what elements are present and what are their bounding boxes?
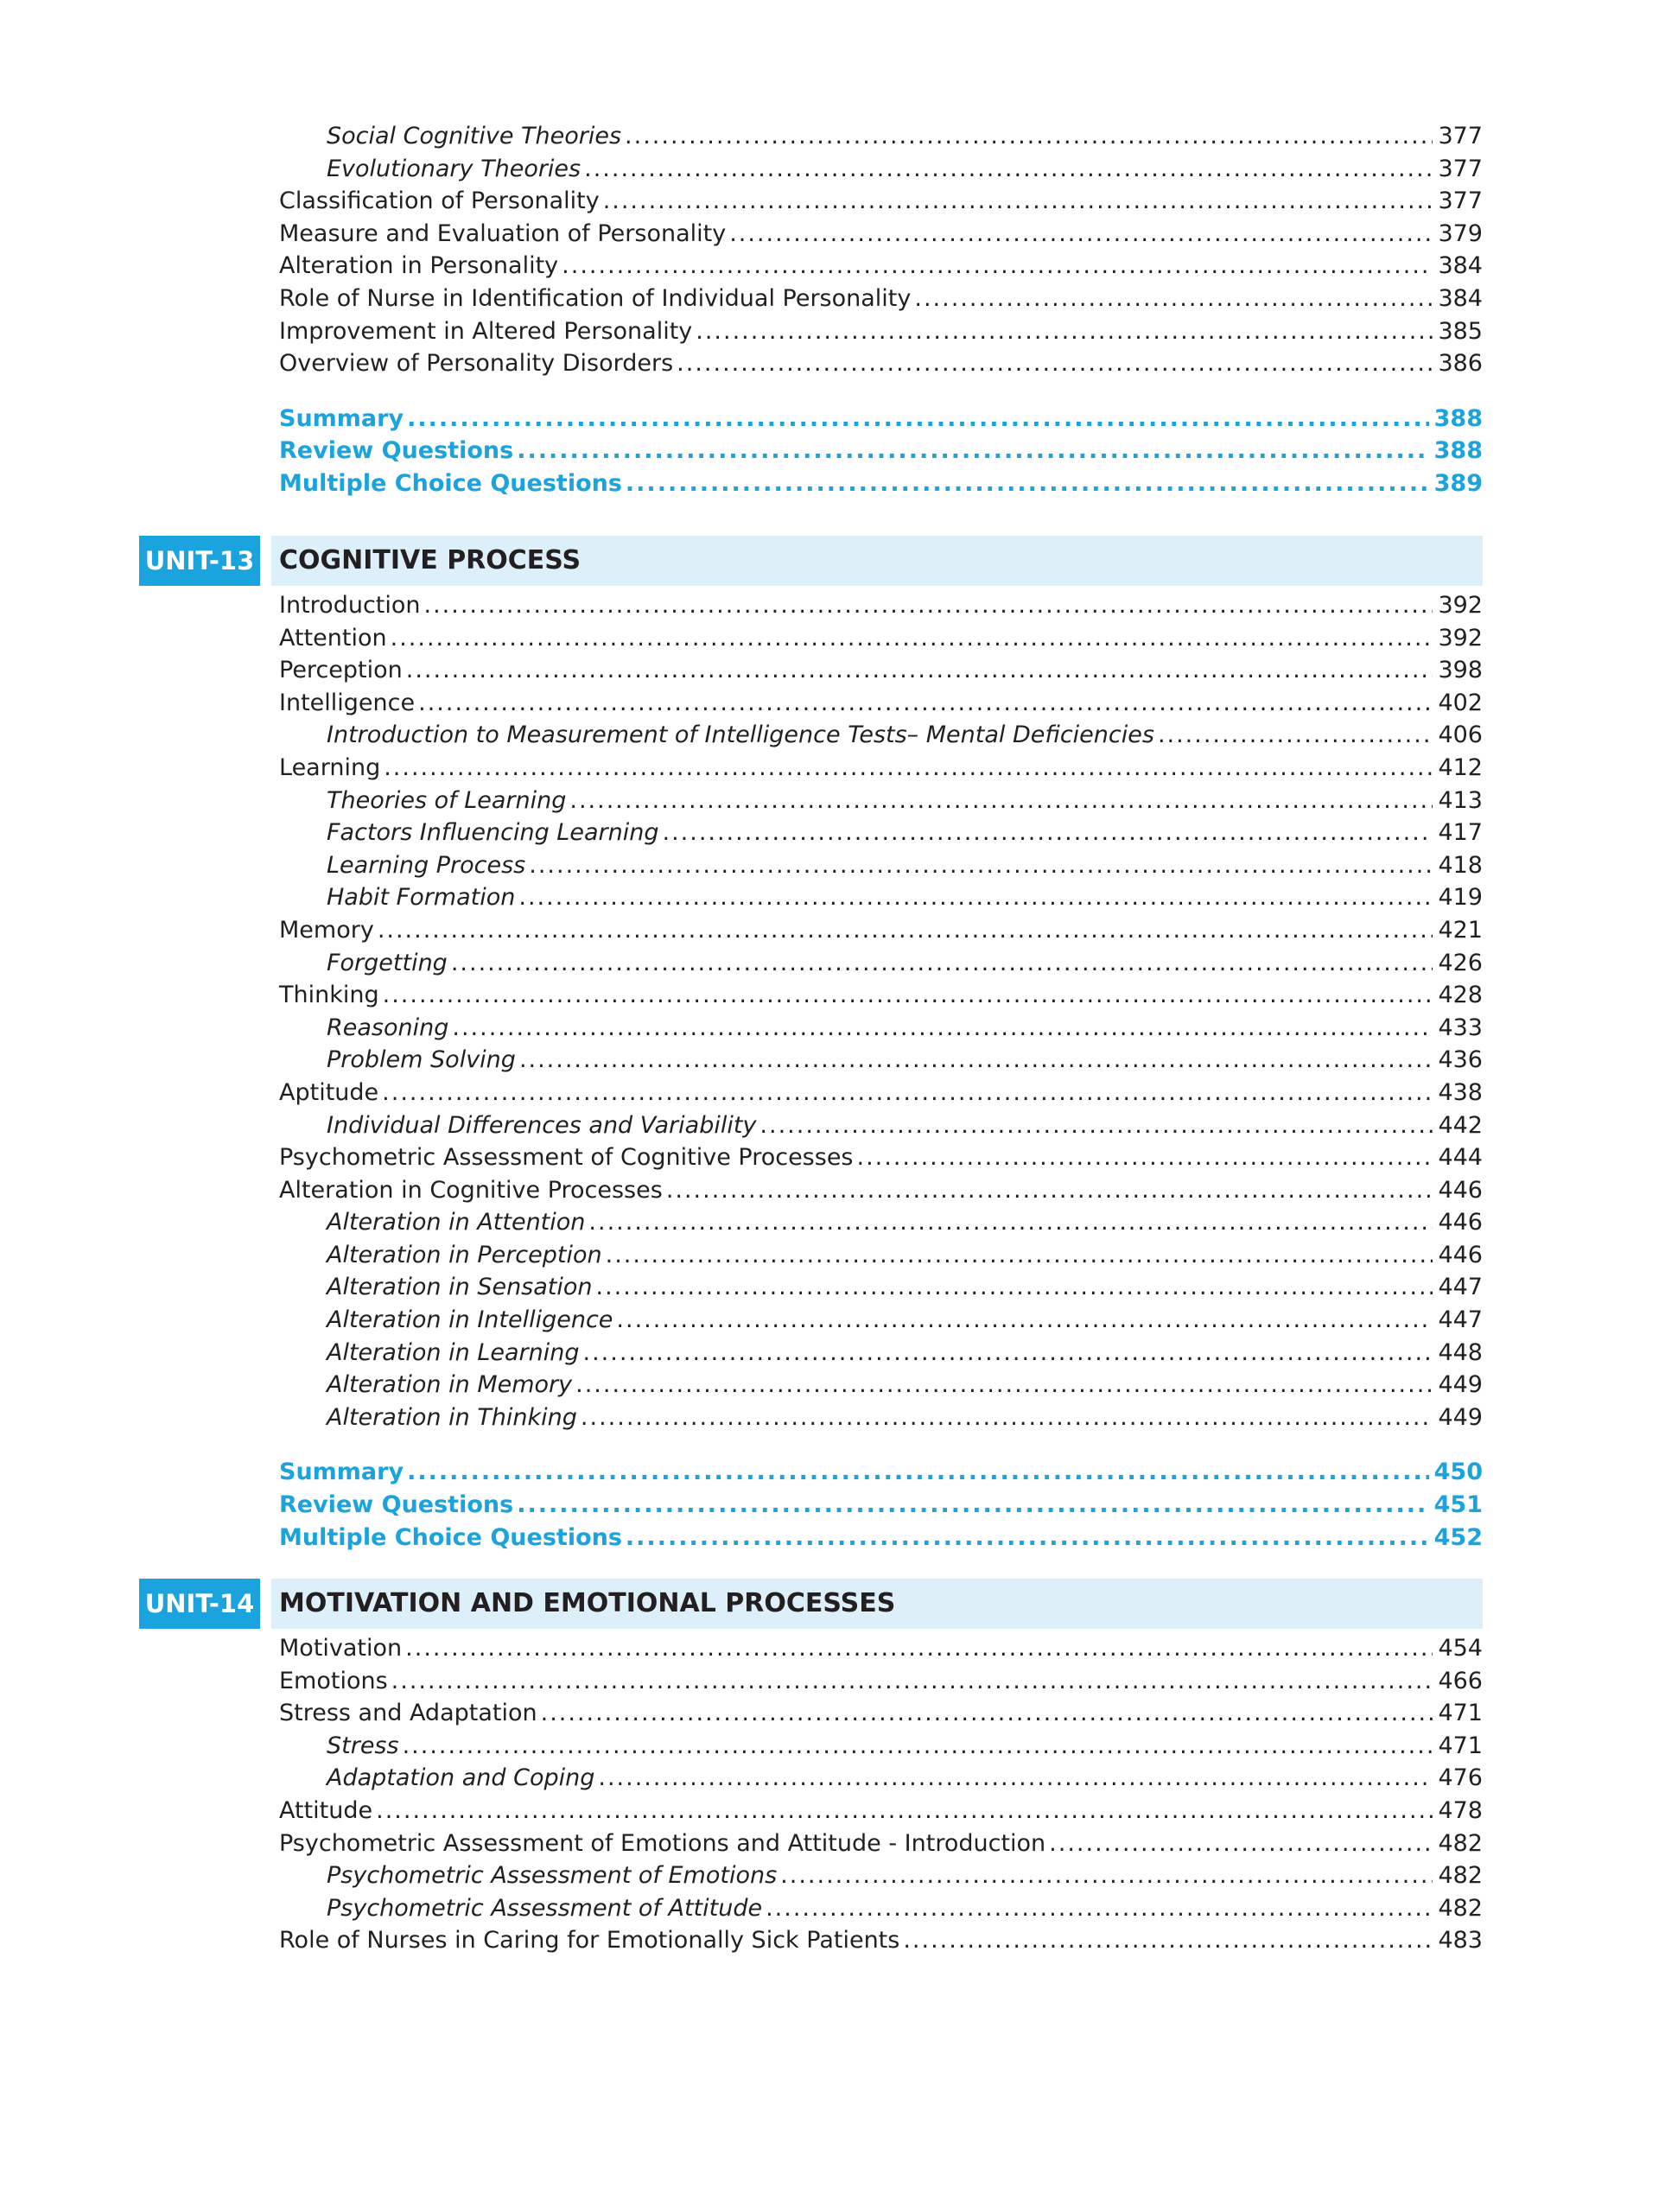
toc-entry[interactable]	[279, 1012, 1483, 1045]
toc-entry[interactable]	[279, 1402, 1483, 1434]
dot-leader	[582, 1337, 1433, 1370]
dot-leader	[452, 1012, 1433, 1045]
entry-title: Alteration in Memory	[327, 1371, 573, 1399]
entry-list	[279, 1632, 1483, 1957]
toc-entry[interactable]	[279, 817, 1483, 849]
entry-page-number: 447	[1438, 1306, 1483, 1334]
entry-page-number: 377	[1438, 123, 1483, 149]
toc-entry[interactable]	[279, 914, 1483, 947]
entry-title: Alteration in Cognitive Processes	[279, 1176, 663, 1204]
entry-title: Summary	[279, 404, 404, 432]
entry-page-number: 483	[1438, 1927, 1483, 1955]
entry-page-number: 419	[1438, 884, 1483, 912]
toc-closing-entry[interactable]	[279, 1489, 1483, 1522]
dot-leader	[517, 435, 1428, 467]
entry-title: Intelligence	[279, 689, 416, 716]
toc-entry[interactable]	[279, 1795, 1483, 1827]
entry-page-number: 406	[1438, 721, 1483, 749]
dot-leader	[382, 1077, 1433, 1109]
unit-badge: UNIT-13	[139, 536, 260, 586]
entry-page-number: 377	[1438, 155, 1483, 182]
entry-page-number: 482	[1438, 1894, 1483, 1922]
dot-leader	[562, 250, 1433, 283]
dot-leader	[626, 1522, 1429, 1554]
toc-entry[interactable]	[279, 1369, 1483, 1402]
entry-page-number: 377	[1438, 188, 1483, 215]
toc-closing-entry[interactable]	[279, 467, 1483, 500]
entry-page-number: 413	[1438, 786, 1483, 814]
toc-entry[interactable]	[279, 1206, 1483, 1239]
entry-title: Alteration in Attention	[327, 1209, 586, 1236]
toc-entry[interactable]	[279, 315, 1483, 348]
entry-title: Social Cognitive Theories	[327, 123, 622, 149]
toc-entry[interactable]	[279, 979, 1483, 1012]
dot-leader	[696, 315, 1433, 348]
dot-leader	[603, 185, 1433, 218]
toc-entry[interactable]	[279, 1337, 1483, 1370]
toc-entry[interactable]	[279, 1174, 1483, 1207]
entry-title: Alteration in Thinking	[327, 1403, 577, 1431]
entry-title: Attention	[279, 624, 387, 652]
dot-leader	[391, 1665, 1433, 1698]
entry-page-number: 392	[1438, 592, 1483, 619]
entry-page-number: 392	[1438, 624, 1483, 652]
toc-entry[interactable]	[279, 185, 1483, 218]
dot-leader	[598, 1762, 1433, 1795]
dot-leader	[383, 979, 1433, 1012]
entry-title: Alteration in Intelligence	[327, 1306, 613, 1334]
entry-page-number: 385	[1438, 317, 1483, 345]
toc-entry[interactable]	[279, 120, 1483, 153]
entry-title: Forgetting	[327, 949, 448, 976]
toc-closing-entry[interactable]	[279, 1456, 1483, 1489]
entry-page-number: 389	[1433, 469, 1483, 497]
entry-page-number: 386	[1438, 350, 1483, 378]
toc-entry[interactable]	[279, 1304, 1483, 1337]
entry-page-number: 449	[1438, 1371, 1483, 1399]
entry-title: Role of Nurse in Identification of Individual Personality	[279, 284, 912, 312]
dot-leader	[517, 1489, 1428, 1522]
dot-leader	[677, 347, 1433, 380]
dot-leader	[405, 1632, 1433, 1665]
entry-title: Alteration in Perception	[327, 1241, 602, 1268]
toc-block-unit-13	[279, 589, 1483, 1554]
dot-leader	[780, 1859, 1433, 1892]
entry-list	[279, 589, 1483, 1433]
entry-title: Attitude	[279, 1796, 373, 1824]
toc-entry[interactable]	[279, 1924, 1483, 1957]
entry-page-number: 444	[1438, 1144, 1483, 1172]
entry-page-number: 452	[1433, 1523, 1483, 1551]
entry-page-number: 426	[1438, 949, 1483, 976]
entry-page-number: 388	[1433, 437, 1483, 465]
dot-leader	[625, 120, 1433, 153]
unit-13-header	[139, 536, 1483, 586]
dot-leader	[529, 849, 1433, 882]
entry-page-number: 471	[1438, 1700, 1483, 1727]
toc-entry[interactable]	[279, 1665, 1483, 1698]
dot-leader	[407, 1456, 1429, 1489]
entry-page-number: 446	[1438, 1176, 1483, 1204]
toc-entry[interactable]	[279, 250, 1483, 283]
entry-title: Individual Differences and Variability	[327, 1111, 757, 1139]
toc-entry[interactable]	[279, 947, 1483, 980]
toc-entry[interactable]	[279, 1109, 1483, 1142]
entry-title: Alteration in Personality	[279, 252, 559, 280]
entry-page-number: 412	[1438, 753, 1483, 781]
dot-leader	[541, 1697, 1433, 1730]
entry-page-number: 384	[1438, 284, 1483, 312]
dot-leader	[378, 914, 1433, 947]
dot-leader	[406, 654, 1433, 687]
dot-leader	[384, 752, 1433, 785]
unit-title: MOTIVATION AND EMOTIONAL PROCESSES	[279, 1588, 896, 1618]
entry-page-number: 442	[1438, 1111, 1483, 1139]
toc-entry[interactable]	[279, 1730, 1483, 1763]
entry-title: Classification of Personality	[279, 188, 600, 215]
toc-entry[interactable]	[279, 1762, 1483, 1795]
entry-title: Learning	[279, 753, 381, 781]
entry-title: Emotions	[279, 1667, 388, 1694]
entry-page-number: 478	[1438, 1796, 1483, 1824]
dot-leader	[857, 1141, 1433, 1174]
dot-leader	[581, 1402, 1433, 1434]
entry-title: Psychometric Assessment of Attitude	[327, 1894, 763, 1922]
unit-title: COGNITIVE PROCESS	[279, 545, 581, 575]
unit-title-bar	[271, 1579, 1483, 1629]
entry-title: Stress	[327, 1732, 399, 1759]
toc-entry[interactable]	[279, 153, 1483, 186]
entry-title: Role of Nurses in Caring for Emotionally Sick Patients	[279, 1927, 900, 1955]
entry-title: Reasoning	[327, 1014, 449, 1041]
entry-title: Adaptation and Coping	[327, 1764, 595, 1792]
dot-leader	[903, 1924, 1433, 1957]
toc-entry[interactable]	[279, 687, 1483, 720]
entry-page-number: 482	[1438, 1829, 1483, 1857]
toc-entry[interactable]	[279, 752, 1483, 785]
dot-leader	[914, 283, 1433, 315]
entry-title: Habit Formation	[327, 884, 516, 912]
toc-entry[interactable]	[279, 589, 1483, 622]
entry-page-number: 448	[1438, 1338, 1483, 1366]
entry-title: Improvement in Altered Personality	[279, 317, 693, 345]
dot-leader	[424, 589, 1433, 622]
entry-page-number: 438	[1438, 1078, 1483, 1106]
closing-list	[279, 1456, 1483, 1554]
closing-list	[279, 403, 1483, 500]
entry-page-number: 428	[1438, 982, 1483, 1009]
toc-entry[interactable]	[279, 654, 1483, 687]
entry-page-number: 447	[1438, 1274, 1483, 1301]
entry-title: Problem Solving	[327, 1046, 516, 1074]
dot-leader	[584, 153, 1433, 186]
toc-entry[interactable]	[279, 622, 1483, 655]
toc-closing-entry[interactable]	[279, 1522, 1483, 1554]
toc-entry[interactable]	[279, 849, 1483, 882]
dot-leader	[451, 947, 1433, 980]
entry-title: Psychometric Assessment of Emotions and Attitude - Introduction	[279, 1829, 1046, 1857]
toc-block-unit-14	[279, 1632, 1483, 1957]
entry-page-number: 398	[1438, 657, 1483, 684]
dot-leader	[376, 1795, 1433, 1827]
dot-leader	[518, 881, 1433, 914]
toc-entry[interactable]	[279, 1827, 1483, 1860]
dot-leader	[666, 1174, 1433, 1207]
toc-entry[interactable]	[279, 283, 1483, 315]
toc-closing-entry[interactable]	[279, 403, 1483, 435]
dot-leader	[662, 817, 1433, 849]
toc-entry[interactable]	[279, 347, 1483, 380]
entry-title: Learning Process	[327, 851, 526, 879]
entry-title: Review Questions	[279, 437, 514, 465]
unit-badge: UNIT-14	[139, 1579, 260, 1629]
entry-title: Evolutionary Theories	[327, 155, 581, 182]
toc-entry[interactable]	[279, 1632, 1483, 1665]
dot-leader	[1049, 1827, 1433, 1860]
entry-page-number: 446	[1438, 1209, 1483, 1236]
entry-title: Alteration in Learning	[327, 1338, 580, 1366]
entry-title: Factors Influencing Learning	[327, 819, 659, 847]
entry-page-number: 417	[1438, 819, 1483, 847]
toc-entry[interactable]	[279, 1141, 1483, 1174]
entry-page-number: 451	[1433, 1491, 1483, 1519]
entry-title: Memory	[279, 916, 374, 944]
entry-title: Overview of Personality Disorders	[279, 350, 674, 378]
toc-block-continuation	[279, 120, 1483, 500]
entry-page-number: 482	[1438, 1862, 1483, 1890]
entry-page-number: 454	[1438, 1635, 1483, 1662]
entry-title: Review Questions	[279, 1491, 514, 1519]
toc-entry[interactable]	[279, 218, 1483, 251]
dot-leader	[403, 1730, 1433, 1763]
dot-leader	[569, 785, 1433, 817]
toc-entry[interactable]	[279, 1859, 1483, 1892]
toc-entry[interactable]	[279, 719, 1483, 752]
toc-entry[interactable]	[279, 1239, 1483, 1272]
entry-page-number: 379	[1438, 219, 1483, 247]
entry-title: Stress and Adaptation	[279, 1700, 537, 1727]
entry-title: Psychometric Assessment of Cognitive Processes	[279, 1144, 854, 1172]
entry-title: Multiple Choice Questions	[279, 1523, 622, 1551]
toc-closing-entry[interactable]	[279, 435, 1483, 467]
dot-leader	[606, 1239, 1433, 1272]
entry-page-number: 402	[1438, 689, 1483, 716]
entry-page-number: 418	[1438, 851, 1483, 879]
toc-entry[interactable]	[279, 785, 1483, 817]
entry-page-number: 471	[1438, 1732, 1483, 1759]
toc-entry[interactable]	[279, 1697, 1483, 1730]
dot-leader	[391, 622, 1433, 655]
entry-title: Summary	[279, 1459, 404, 1486]
entry-page-number: 476	[1438, 1764, 1483, 1792]
toc-entry[interactable]	[279, 1271, 1483, 1304]
entry-title: Theories of Learning	[327, 786, 567, 814]
entry-title: Introduction to Measurement of Intelligence Tests– Mental Deficiencies	[327, 721, 1154, 749]
entry-page-number: 433	[1438, 1014, 1483, 1041]
entry-page-number: 446	[1438, 1241, 1483, 1268]
dot-leader	[596, 1271, 1433, 1304]
dot-leader	[575, 1369, 1433, 1402]
toc-entry[interactable]	[279, 1044, 1483, 1077]
entry-page-number: 384	[1438, 252, 1483, 280]
dot-leader	[1158, 719, 1433, 752]
dot-leader	[616, 1304, 1433, 1337]
dot-leader	[519, 1044, 1433, 1077]
dot-leader	[759, 1109, 1433, 1142]
entry-title: Measure and Evaluation of Personality	[279, 219, 727, 247]
entry-title: Aptitude	[279, 1078, 379, 1106]
entry-title: Multiple Choice Questions	[279, 469, 622, 497]
unit-14-header	[139, 1579, 1483, 1629]
entry-title: Alteration in Sensation	[327, 1274, 593, 1301]
toc-entry[interactable]	[279, 1077, 1483, 1109]
entry-page-number: 466	[1438, 1667, 1483, 1694]
toc-entry[interactable]	[279, 1892, 1483, 1925]
entry-title: Perception	[279, 657, 403, 684]
entry-page-number: 388	[1433, 404, 1483, 432]
entry-page-number: 450	[1433, 1459, 1483, 1486]
entry-list	[279, 120, 1483, 380]
dot-leader	[588, 1206, 1433, 1239]
entry-page-number: 436	[1438, 1046, 1483, 1074]
entry-page-number: 449	[1438, 1403, 1483, 1431]
dot-leader	[766, 1892, 1433, 1925]
toc-entry[interactable]	[279, 881, 1483, 914]
unit-title-bar	[271, 536, 1483, 586]
dot-leader	[626, 467, 1429, 500]
entry-title: Introduction	[279, 592, 421, 619]
entry-title: Thinking	[279, 982, 379, 1009]
dot-leader	[729, 218, 1433, 251]
dot-leader	[407, 403, 1429, 435]
entry-title: Psychometric Assessment of Emotions	[327, 1862, 778, 1890]
dot-leader	[418, 687, 1433, 720]
entry-page-number: 421	[1438, 916, 1483, 944]
entry-title: Motivation	[279, 1635, 403, 1662]
